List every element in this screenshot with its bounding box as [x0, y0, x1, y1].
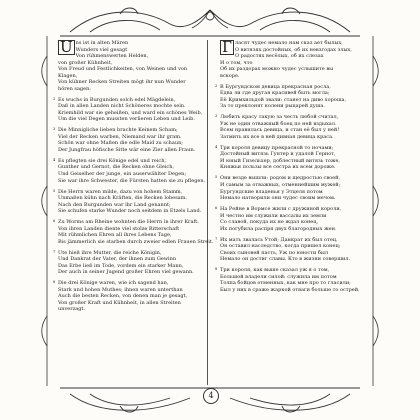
stanza	[53, 280, 204, 313]
verse-line: Nach den Burgunden war ihr Land genannt;	[58, 201, 171, 208]
stanza	[53, 219, 214, 245]
stanza	[53, 157, 206, 184]
verse-line: Три короля девицу прекрасной то ночами;	[220, 144, 334, 151]
top-ornament-icon	[60, 2, 360, 38]
stanza-number: 7	[215, 236, 218, 241]
stanza	[220, 40, 362, 79]
verse-line: Klagen,	[58, 72, 78, 79]
verse-line: Und Geiselher der junge, ein auserwählter Degen;	[58, 171, 187, 178]
verse-line: Он оставил наследство, когда пришел конец;	[220, 243, 341, 250]
stanza	[53, 188, 204, 215]
verse-line: В Бургундском девица прекрасная росла,	[220, 83, 331, 90]
verse-line: И юный Гизельхер, доблестный витязь тоже,	[220, 157, 340, 164]
verse-line: Был у них в сраже жаркой отваги больше то острей.	[220, 286, 360, 293]
verse-line: Auch die besten Recken, von denen man je gesagt,	[58, 293, 188, 300]
verse-line: вскоре.	[220, 72, 240, 79]
verse-line: Es pflegten sie drei Könige edel und reich,	[58, 157, 167, 164]
verse-line: Von rühmenswerten Helden,	[75, 53, 149, 60]
verse-line: Своих сыновей пасть, Уж по юности был	[220, 249, 329, 256]
stanza	[215, 175, 362, 202]
stanza-number: 3	[53, 127, 56, 132]
drop-cap: U	[60, 38, 73, 56]
verse-line: Der Jungfrau höfische Sitte wär eine Zier allen Fraun.	[58, 146, 196, 153]
verse-line: Die Herrn waren milde, dazu von hohem Stamm,	[58, 188, 183, 195]
verse-line: Затмить их все в ней дивная девица краса.	[220, 133, 334, 140]
stanza-number: 5	[215, 175, 218, 180]
verse-line: Die drei Könige waren, wie ich sagend han,	[58, 280, 169, 287]
right-border-icon	[366, 36, 380, 386]
verse-line: Die Minnigliche lieben brachte Keinem Scham;	[58, 127, 178, 134]
verse-line: Das Erbe ließ im Tode, vordem ein starker Mann,	[58, 262, 184, 269]
verse-line: Её Кримхильдой звали: станет на диво хороша,	[220, 96, 347, 103]
verse-line: Von Freud und Festlichkeiten, von Weinen und von	[58, 66, 188, 73]
page-number: 4	[203, 388, 219, 404]
verse-line: Их мать звалась Утой; Данкрат их был отец,	[220, 236, 338, 243]
verse-line: Gunther und Gernot, die Recken ohne Gleich,	[58, 164, 175, 171]
stanza	[58, 40, 204, 92]
verse-line: Княжьи пользы все сестра их всем дороже.	[220, 164, 336, 171]
stanza	[53, 127, 204, 153]
stanza	[215, 114, 362, 140]
left-border-icon	[40, 36, 54, 386]
verse-line: Всем нравилась девица, и стан её был у ней!	[220, 127, 340, 134]
verse-line: Mit rühmlichen Ehren all ihres Lebens Tage,	[58, 232, 172, 239]
verse-line: Достойный витязь Гунтер и удалой Гернот,	[220, 151, 336, 158]
verse-line: И честно им служили вассалы их земли	[220, 212, 327, 219]
stanza	[53, 96, 204, 123]
russian-column	[210, 40, 362, 390]
verse-line: Von kühner Recken Streiten mögt ihr nun Wunder	[58, 79, 186, 86]
verse-line: Любить красу такую за честь любой считал,	[220, 114, 339, 121]
stanza-number: 8	[215, 267, 218, 272]
verse-line: Едва ли где другая красивей быть могла;	[220, 90, 330, 97]
verse-line: Schön war ohne Maßen die edle Maid zu schaun;	[58, 140, 183, 147]
verse-line: Und Dankrat der Vater, der ihnen zum Gewinn	[58, 256, 177, 263]
stanza-number: 3	[215, 114, 218, 119]
verse-line: На Рейне в Вормсе жили с дружиной короли,	[220, 205, 342, 212]
verse-line: Об их раздорах можно чудес услышите вы	[220, 66, 334, 73]
verse-line: Stark und hohen Muthes; ihnen waren unterthan	[58, 286, 183, 293]
verse-line: Немало он достиг славы. Кто в жизни совершил.	[220, 256, 351, 263]
verse-line: Бургундские владенья у Этцеля потом	[220, 188, 323, 195]
verse-line: Bis jämmerlich sie starben durch zweier edlen Frauen Streit.	[58, 238, 214, 245]
verse-line: Большой владели силой: служила им потом	[220, 273, 337, 280]
verse-line: von großer Kühnheit,	[58, 59, 113, 66]
verse-line: И о том, что	[220, 59, 253, 66]
verse-line: О витязях достойных, об их невзгодах злых,	[234, 46, 352, 53]
stanza-number: 2	[215, 83, 218, 88]
verse-line: Zu Worms am Rheine wohnten die Herrn in ihrer Kraft.	[58, 219, 199, 226]
verse-line: unverzagt.	[58, 306, 86, 313]
verse-line: Со славой, покуда их не ждал конец,	[220, 219, 319, 226]
verse-line: Толпа бойцов отменных, как мне про то гласили;	[220, 280, 351, 287]
stanza-number: 4	[215, 144, 218, 149]
verse-line: Von ihren Landen diente viel stolze Ritterschaft	[58, 225, 180, 232]
verse-line: И самым за отважных, отменнейшим мужей;	[220, 181, 341, 188]
verse-line: Ute hieß ihre Mutter, die reiche Königin,	[58, 249, 162, 256]
verse-line: О радостях весёлых, об их слезах	[234, 53, 324, 60]
stanza	[215, 83, 362, 110]
verse-line: ласят чудес немало нам сказ ает былых,	[234, 40, 343, 46]
stanza-number: 5	[53, 188, 56, 193]
verse-line: Der auch in seiner Jugend großer Ehren viel gewann.	[58, 269, 194, 276]
stanza-number: 7	[53, 249, 56, 254]
verse-line: hören sagen.	[58, 85, 91, 92]
stanza-number: 8	[53, 280, 56, 285]
verse-line: Wunders viel gesagt	[75, 46, 128, 53]
verse-line: Они везде вышли: родом и щедростью своей,	[220, 175, 341, 182]
stanza-number: 4	[53, 157, 56, 162]
stanza	[215, 144, 362, 171]
stanza-number: 2	[53, 96, 56, 101]
verse-line: Viel der Recken warben, Niemand war ihr gram.	[58, 133, 182, 140]
verse-line: Um die viel Degen mussten verlieren Leben und Leib.	[58, 116, 195, 123]
verse-line: Es wuchs in Burgunden solch edel Mägdelein,	[58, 96, 176, 103]
stanza	[53, 249, 204, 276]
verse-line: Kriemhild war sie geheißen, und ward ein schönes Weib,	[58, 109, 203, 116]
verse-line: ns ist in alten Mären	[75, 40, 129, 46]
stanza	[215, 236, 362, 263]
stanza	[215, 267, 362, 293]
verse-line: За то преклонят колени рыцарей душа.	[220, 103, 325, 110]
stanza-number: 6	[53, 219, 56, 224]
verse-line: Их погубила распря двух благородных жен.	[220, 225, 337, 232]
verse-line: Немало натворили они чудес своим мечом.	[220, 195, 336, 202]
verse-line: Три короля, как выше сказал уж я о том,	[220, 267, 330, 274]
verse-line: Sie schufen starke Wunder noch seitdem in Etzels Land.	[58, 208, 202, 215]
verse-line: Sie war ihre Schwester, die Fürsten hatten sie zu pflegen.	[58, 177, 206, 184]
verse-line: Unmaßen kühn nach Kräften, die Recken lobesam.	[58, 195, 187, 202]
stanza-number: 6	[215, 205, 218, 210]
bilingual-text	[53, 38, 362, 390]
verse-line: Уж не один отважный боец по ней вздыхал.	[220, 120, 337, 127]
verse-line: Daß in allen Landen nicht Schöneres mochte sein.	[58, 103, 186, 110]
german-column	[53, 38, 214, 390]
drop-cap: Г	[222, 38, 232, 56]
verse-line: Von großer Kraft und Kühnheit, in allen Streiten	[58, 299, 181, 306]
stanza	[215, 205, 362, 232]
